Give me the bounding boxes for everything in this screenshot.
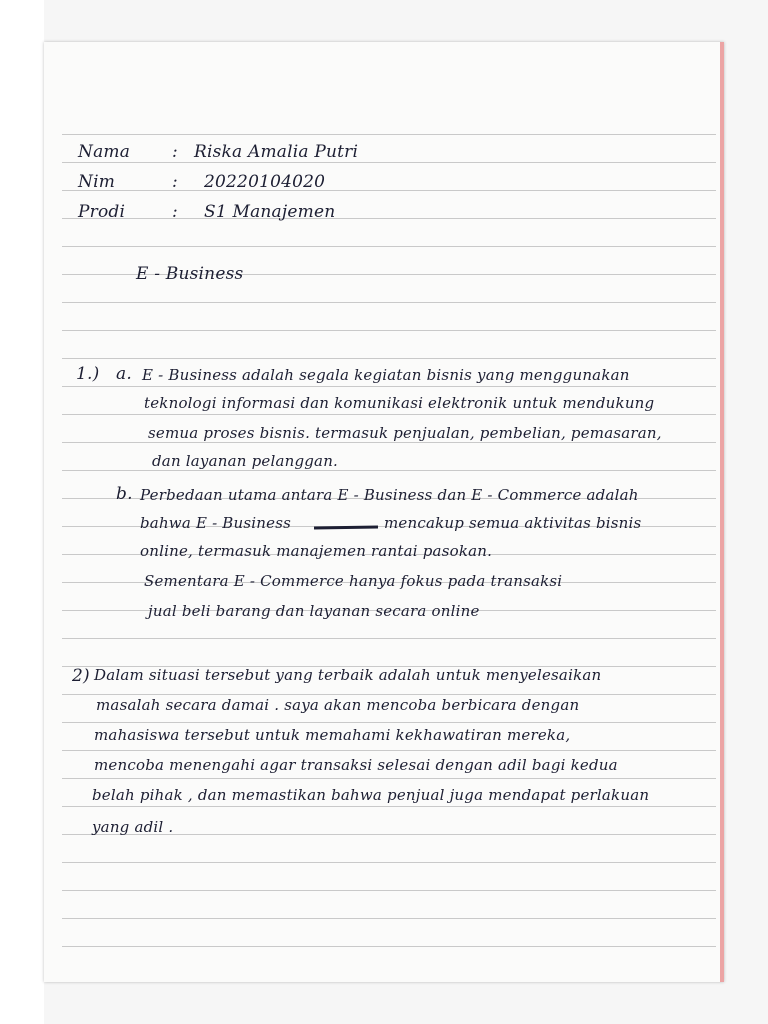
ruled-line (62, 638, 716, 639)
ruled-line (62, 918, 716, 919)
prodi-colon: : (172, 202, 178, 222)
nama-value: Riska Amalia Putri (194, 142, 359, 162)
ruled-line (62, 218, 716, 219)
answer-b-line: Perbedaan utama antara E - Business dan E - Commerce adalah (140, 486, 639, 504)
answer-b-line: mencakup semua aktivitas bisnis (384, 514, 642, 532)
ruled-line (62, 162, 716, 163)
ruled-line (62, 722, 716, 723)
prodi-label: Prodi (78, 202, 126, 222)
answer-b-marker: b. (116, 484, 133, 504)
answer-a-line: semua proses bisnis. termasuk penjualan, pembelian, pemasaran, (148, 424, 662, 442)
answer-2-line: masalah secara damai . saya akan mencoba berbicara dengan (96, 696, 580, 714)
answer-a-marker: a. (116, 364, 132, 384)
nama-colon: : (172, 142, 178, 162)
nim-colon: : (172, 172, 178, 192)
ruled-line (62, 190, 716, 191)
page-edge (720, 42, 724, 982)
ruled-line (62, 862, 716, 863)
nama-label: Nama (78, 142, 131, 162)
ruled-line (62, 806, 716, 807)
ruled-line (62, 302, 716, 303)
answer-2-line: Dalam situasi tersebut yang terbaik adalah untuk menyelesaikan (94, 666, 602, 684)
answer-2-line: mencoba menengahi agar transaksi selesai dengan adil bagi kedua (94, 756, 618, 774)
nim-label: Nim (78, 172, 116, 192)
answer-a-line: dan layanan pelanggan. (152, 452, 339, 470)
ruled-line (62, 890, 716, 891)
crossed-out-word (314, 525, 378, 529)
ruled-line (62, 778, 716, 779)
answer-b-line: Sementara E - Commerce hanya fokus pada transaksi (144, 572, 563, 590)
ruled-line (62, 134, 716, 135)
ruled-line (62, 442, 716, 443)
answer-a-line: E - Business adalah segala kegiatan bisnis yang menggunakan (142, 366, 630, 384)
answer-2-line: yang adil . (92, 818, 174, 836)
ruled-line (62, 946, 716, 947)
prodi-value: S1 Manajemen (204, 202, 336, 222)
answer-b-line: jual beli barang dan layanan secara online (148, 602, 480, 620)
ruled-line (62, 470, 716, 471)
ruled-line (62, 330, 716, 331)
answer-2-line: belah pihak , dan memastikan bahwa penjual juga mendapat perlakuan (92, 786, 650, 804)
nim-value: 20220104020 (204, 172, 326, 192)
ruled-line (62, 694, 716, 695)
ruled-line (62, 246, 716, 247)
answer-b-line: online, termasuk manajemen rantai pasokan. (140, 542, 493, 560)
ruled-line (62, 750, 716, 751)
answer-2-line: mahasiswa tersebut untuk memahami kekhawatiran mereka, (94, 726, 571, 744)
question-1-marker: 1.) (76, 364, 100, 384)
ruled-line (62, 358, 716, 359)
notebook-page (44, 42, 724, 982)
answer-a-line: teknologi informasi dan komunikasi elektronik untuk mendukung (144, 394, 655, 412)
page-title: E - Business (136, 264, 244, 284)
answer-b-line: bahwa E - Business (140, 514, 292, 532)
background-margin (0, 0, 44, 1024)
ruled-line (62, 386, 716, 387)
ruled-line (62, 414, 716, 415)
question-2-marker: 2) (72, 666, 90, 686)
